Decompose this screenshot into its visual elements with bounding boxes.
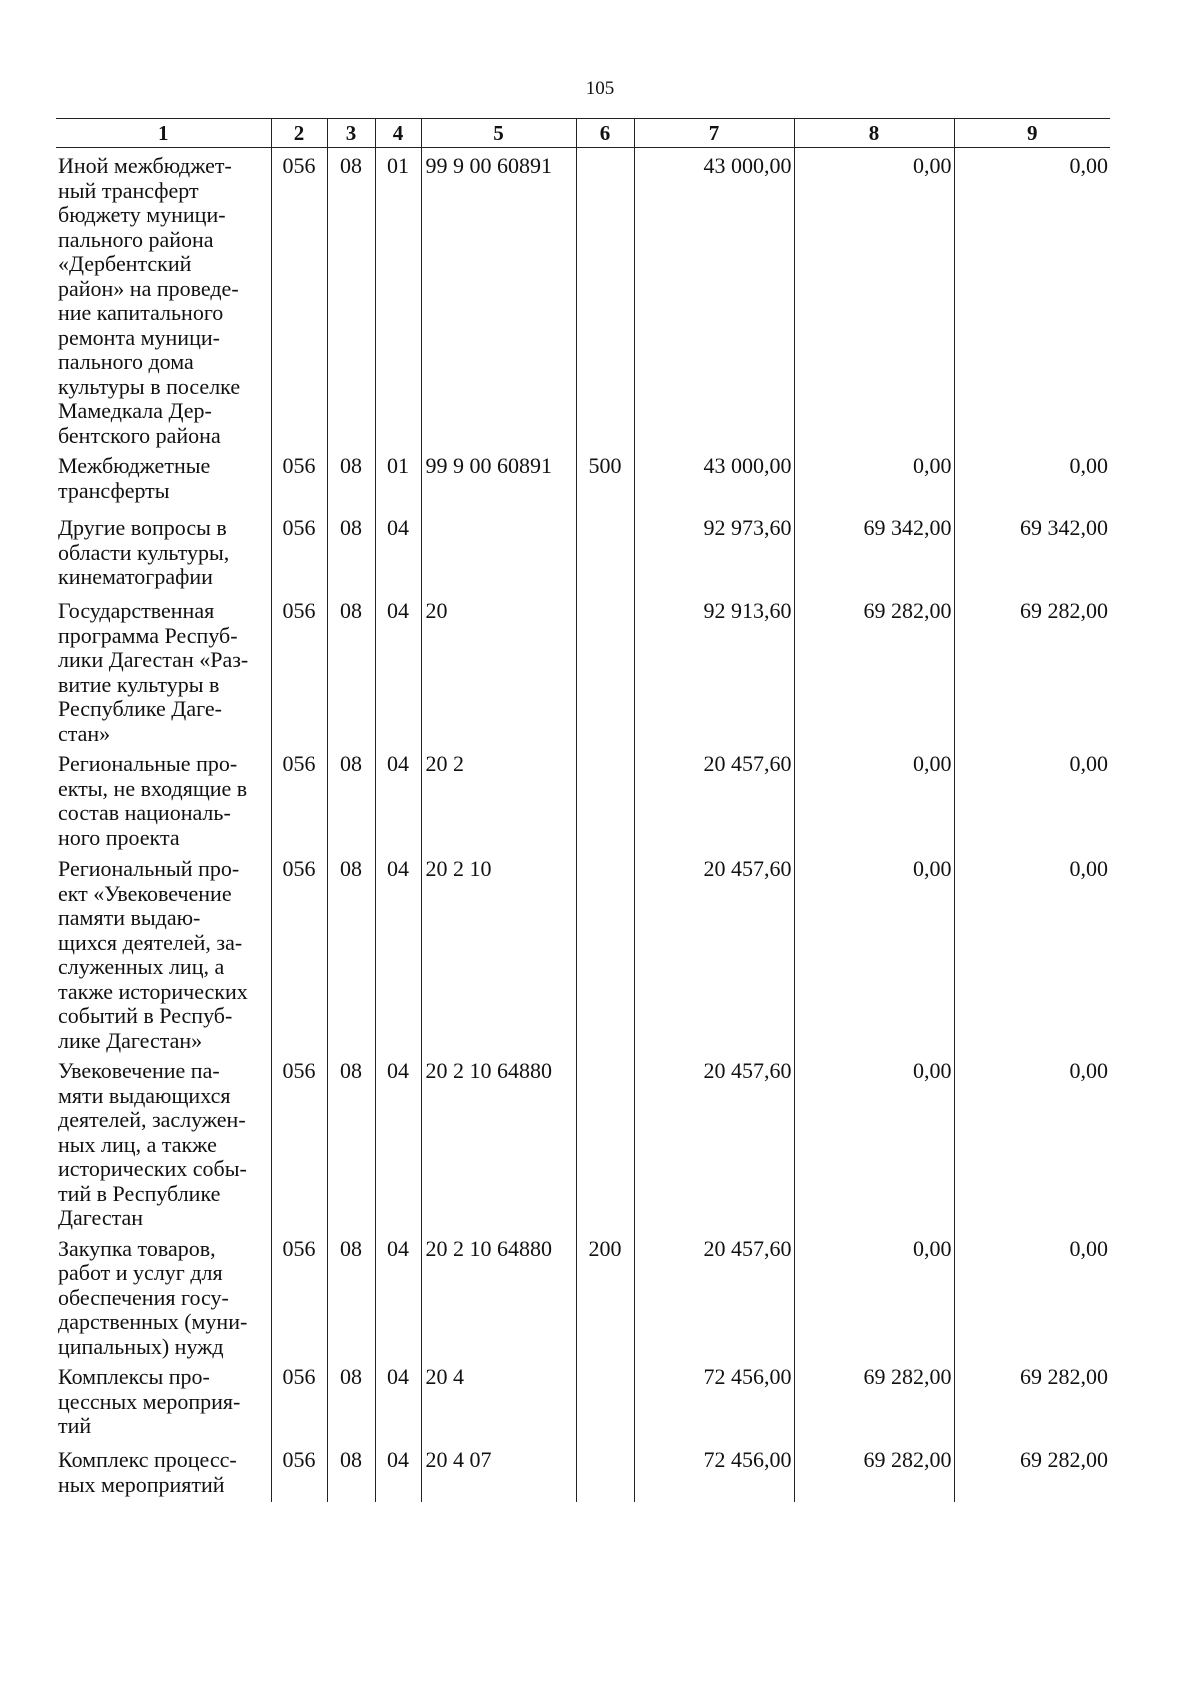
row-description	[56, 448, 271, 510]
description-line: «Дербентский	[58, 251, 192, 276]
table-row	[56, 1053, 1110, 1231]
subsection-code-cell: 04	[375, 851, 421, 1053]
description-line: витие культуры в	[58, 671, 220, 697]
amount-col7-cell: 20 457,60	[634, 851, 794, 1053]
table-row	[56, 851, 1110, 1053]
description-line: трансферты	[58, 477, 170, 503]
description-line: ных мероприятий	[58, 1471, 225, 1497]
ministry-code-cell: 056	[271, 1053, 327, 1231]
target-article-cell: 99 9 00 60891	[421, 448, 576, 510]
amount-col9-cell: 0,00	[954, 148, 1110, 449]
row-description	[56, 510, 271, 593]
table-row	[56, 593, 1110, 746]
column-header: 7	[634, 119, 794, 148]
description-line: ект «Увековечение	[58, 880, 232, 906]
amount-col7-cell: 43 000,00	[634, 448, 794, 510]
expense-type-cell	[576, 593, 634, 746]
expense-type-cell: 200	[576, 1231, 634, 1360]
description-line: Мамедкала Дер-	[58, 398, 212, 423]
target-article-cell: 20 2 10	[421, 851, 576, 1053]
section-code-cell: 08	[327, 851, 375, 1053]
description-line: район» на проведе-	[58, 275, 239, 301]
section-code-cell: 08	[327, 510, 375, 593]
row-description	[56, 1442, 271, 1502]
description-line: Дагестан	[58, 1205, 144, 1230]
description-line: Иной межбюджет-	[58, 153, 232, 178]
amount-col8-cell: 69 282,00	[794, 593, 954, 746]
subsection-code-cell: 04	[375, 1231, 421, 1360]
section-code-cell: 08	[327, 1359, 375, 1442]
expense-type-cell	[576, 1053, 634, 1231]
description-line: Увековечение па-	[58, 1058, 220, 1083]
description-line: области культуры,	[58, 539, 230, 565]
description-line: ных лиц, а также	[58, 1131, 217, 1157]
table-row	[56, 746, 1110, 851]
description-line: Межбюджетные	[58, 453, 211, 478]
description-line: событий в Респуб-	[58, 1003, 233, 1028]
table-header-row	[56, 119, 1110, 148]
description-line: кинематографии	[58, 564, 213, 589]
target-article-cell: 20 4 07	[421, 1442, 576, 1502]
description-line: пального дома	[58, 349, 194, 374]
table-row	[56, 1231, 1110, 1360]
ministry-code-cell: 056	[271, 1231, 327, 1360]
amount-col9-cell: 0,00	[954, 1053, 1110, 1231]
expense-type-cell	[576, 1359, 634, 1442]
section-code-cell: 08	[327, 1231, 375, 1360]
description-line: дарственных (муни-	[58, 1309, 248, 1334]
table-row	[56, 448, 1110, 510]
expense-type-cell	[576, 148, 634, 449]
column-header: 1	[56, 119, 271, 148]
amount-col9-cell: 69 342,00	[954, 510, 1110, 593]
amount-col9-cell: 0,00	[954, 448, 1110, 510]
section-code-cell: 08	[327, 448, 375, 510]
amount-col7-cell: 20 457,60	[634, 1231, 794, 1360]
description-line: стан»	[58, 720, 111, 746]
subsection-code-cell: 04	[375, 1359, 421, 1442]
ministry-code-cell: 056	[271, 851, 327, 1053]
description-line: Региональные про-	[58, 751, 238, 776]
subsection-code-cell: 04	[375, 1053, 421, 1231]
target-article-cell: 20 2 10 64880	[421, 1231, 576, 1360]
description-line: Республике Даге-	[58, 696, 222, 721]
amount-col8-cell: 0,00	[794, 746, 954, 851]
section-code-cell: 08	[327, 746, 375, 851]
description-line: ный трансферт	[58, 177, 199, 203]
amount-col9-cell: 69 282,00	[954, 1359, 1110, 1442]
target-article-cell: 20 4	[421, 1359, 576, 1442]
amount-col9-cell: 0,00	[954, 1231, 1110, 1360]
ministry-code-cell: 056	[271, 1442, 327, 1502]
table-row	[56, 1442, 1110, 1502]
amount-col7-cell: 92 913,60	[634, 593, 794, 746]
amount-col8-cell: 69 282,00	[794, 1442, 954, 1502]
description-line: ние капитального	[58, 300, 224, 325]
amount-col7-cell: 92 973,60	[634, 510, 794, 593]
column-header: 5	[421, 119, 576, 148]
table-body	[56, 148, 1110, 1503]
section-code-cell: 08	[327, 148, 375, 449]
description-line: щихся деятелей, за-	[58, 929, 243, 955]
amount-col8-cell: 0,00	[794, 448, 954, 510]
description-line: деятелей, заслужен-	[58, 1107, 246, 1132]
ministry-code-cell: 056	[271, 448, 327, 510]
description-line: работ и услуг для	[58, 1260, 223, 1285]
description-line: ного проекта	[58, 824, 180, 850]
subsection-code-cell: 01	[375, 148, 421, 449]
amount-col8-cell: 0,00	[794, 851, 954, 1053]
description-line: тий	[58, 1413, 92, 1438]
row-description	[56, 148, 271, 449]
amount-col8-cell: 0,00	[794, 1231, 954, 1360]
description-line: бюджету муници-	[58, 202, 226, 227]
row-description	[56, 1359, 271, 1442]
description-line: исторических собы-	[58, 1156, 247, 1181]
description-line: цессных мероприя-	[58, 1388, 241, 1414]
target-article-cell: 20 2	[421, 746, 576, 851]
column-header: 3	[327, 119, 375, 148]
description-line: Государственная	[58, 598, 215, 623]
ministry-code-cell: 056	[271, 746, 327, 851]
budget-table	[56, 118, 1110, 1502]
target-article-cell	[421, 510, 576, 593]
description-line: обеспечения госу-	[58, 1284, 229, 1310]
ministry-code-cell: 056	[271, 148, 327, 449]
table-row	[56, 1359, 1110, 1442]
amount-col8-cell: 69 342,00	[794, 510, 954, 593]
row-description	[56, 1053, 271, 1231]
amount-col9-cell: 0,00	[954, 746, 1110, 851]
description-line: состав националь-	[58, 800, 231, 825]
amount-col8-cell: 0,00	[794, 1053, 954, 1231]
subsection-code-cell: 04	[375, 1442, 421, 1502]
description-line: Комплекс процесс-	[58, 1447, 237, 1472]
expense-type-cell: 500	[576, 448, 634, 510]
row-description	[56, 746, 271, 851]
description-line: Другие вопросы в	[58, 515, 227, 540]
table-row	[56, 510, 1110, 593]
column-header: 6	[576, 119, 634, 148]
target-article-cell: 99 9 00 60891	[421, 148, 576, 449]
description-line: лики Дагестан «Раз-	[58, 647, 249, 672]
section-code-cell: 08	[327, 1442, 375, 1502]
amount-col9-cell: 0,00	[954, 851, 1110, 1053]
amount-col7-cell: 43 000,00	[634, 148, 794, 449]
description-line: лике Дагестан»	[58, 1027, 203, 1053]
amount-col8-cell: 69 282,00	[794, 1359, 954, 1442]
description-line: бентского района	[58, 422, 221, 448]
description-line: служенных лиц, а	[58, 954, 225, 979]
target-article-cell: 20	[421, 593, 576, 746]
target-article-cell: 20 2 10 64880	[421, 1053, 576, 1231]
section-code-cell: 08	[327, 593, 375, 746]
row-description	[56, 851, 271, 1053]
column-header: 2	[271, 119, 327, 148]
section-code-cell: 08	[327, 1053, 375, 1231]
description-line: памяти выдаю-	[58, 905, 201, 930]
description-line: пального района	[58, 226, 214, 252]
description-line: также исторических	[58, 978, 248, 1004]
description-line: Закупка товаров,	[58, 1235, 216, 1261]
description-line: программа Респуб-	[58, 622, 238, 648]
description-line: ремонта муници-	[58, 324, 220, 350]
description-line: ципальных) нужд	[58, 1333, 224, 1359]
row-description	[56, 1231, 271, 1360]
description-line: Региональный про-	[58, 856, 240, 881]
ministry-code-cell: 056	[271, 510, 327, 593]
amount-col9-cell: 69 282,00	[954, 593, 1110, 746]
description-line: мяти выдающихся	[58, 1082, 231, 1108]
description-line: тий в Республике	[58, 1180, 221, 1206]
expense-type-cell	[576, 851, 634, 1053]
amount-col8-cell: 0,00	[794, 148, 954, 449]
row-description	[56, 593, 271, 746]
amount-col7-cell: 20 457,60	[634, 746, 794, 851]
expense-type-cell	[576, 1442, 634, 1502]
column-header: 9	[954, 119, 1110, 148]
page-number: 105	[585, 78, 615, 99]
column-header: 4	[375, 119, 421, 148]
amount-col7-cell: 72 456,00	[634, 1359, 794, 1442]
amount-col7-cell: 72 456,00	[634, 1442, 794, 1502]
table-row	[56, 148, 1110, 449]
ministry-code-cell: 056	[271, 1359, 327, 1442]
description-line: екты, не входящие в	[58, 775, 248, 801]
column-header: 8	[794, 119, 954, 148]
ministry-code-cell: 056	[271, 593, 327, 746]
subsection-code-cell: 04	[375, 746, 421, 851]
subsection-code-cell: 01	[375, 448, 421, 510]
amount-col7-cell: 20 457,60	[634, 1053, 794, 1231]
amount-col9-cell: 69 282,00	[954, 1442, 1110, 1502]
subsection-code-cell: 04	[375, 593, 421, 746]
description-line: культуры в поселке	[58, 373, 241, 399]
subsection-code-cell: 04	[375, 510, 421, 593]
expense-type-cell	[576, 746, 634, 851]
description-line: Комплексы про-	[58, 1364, 210, 1389]
expense-type-cell	[576, 510, 634, 593]
